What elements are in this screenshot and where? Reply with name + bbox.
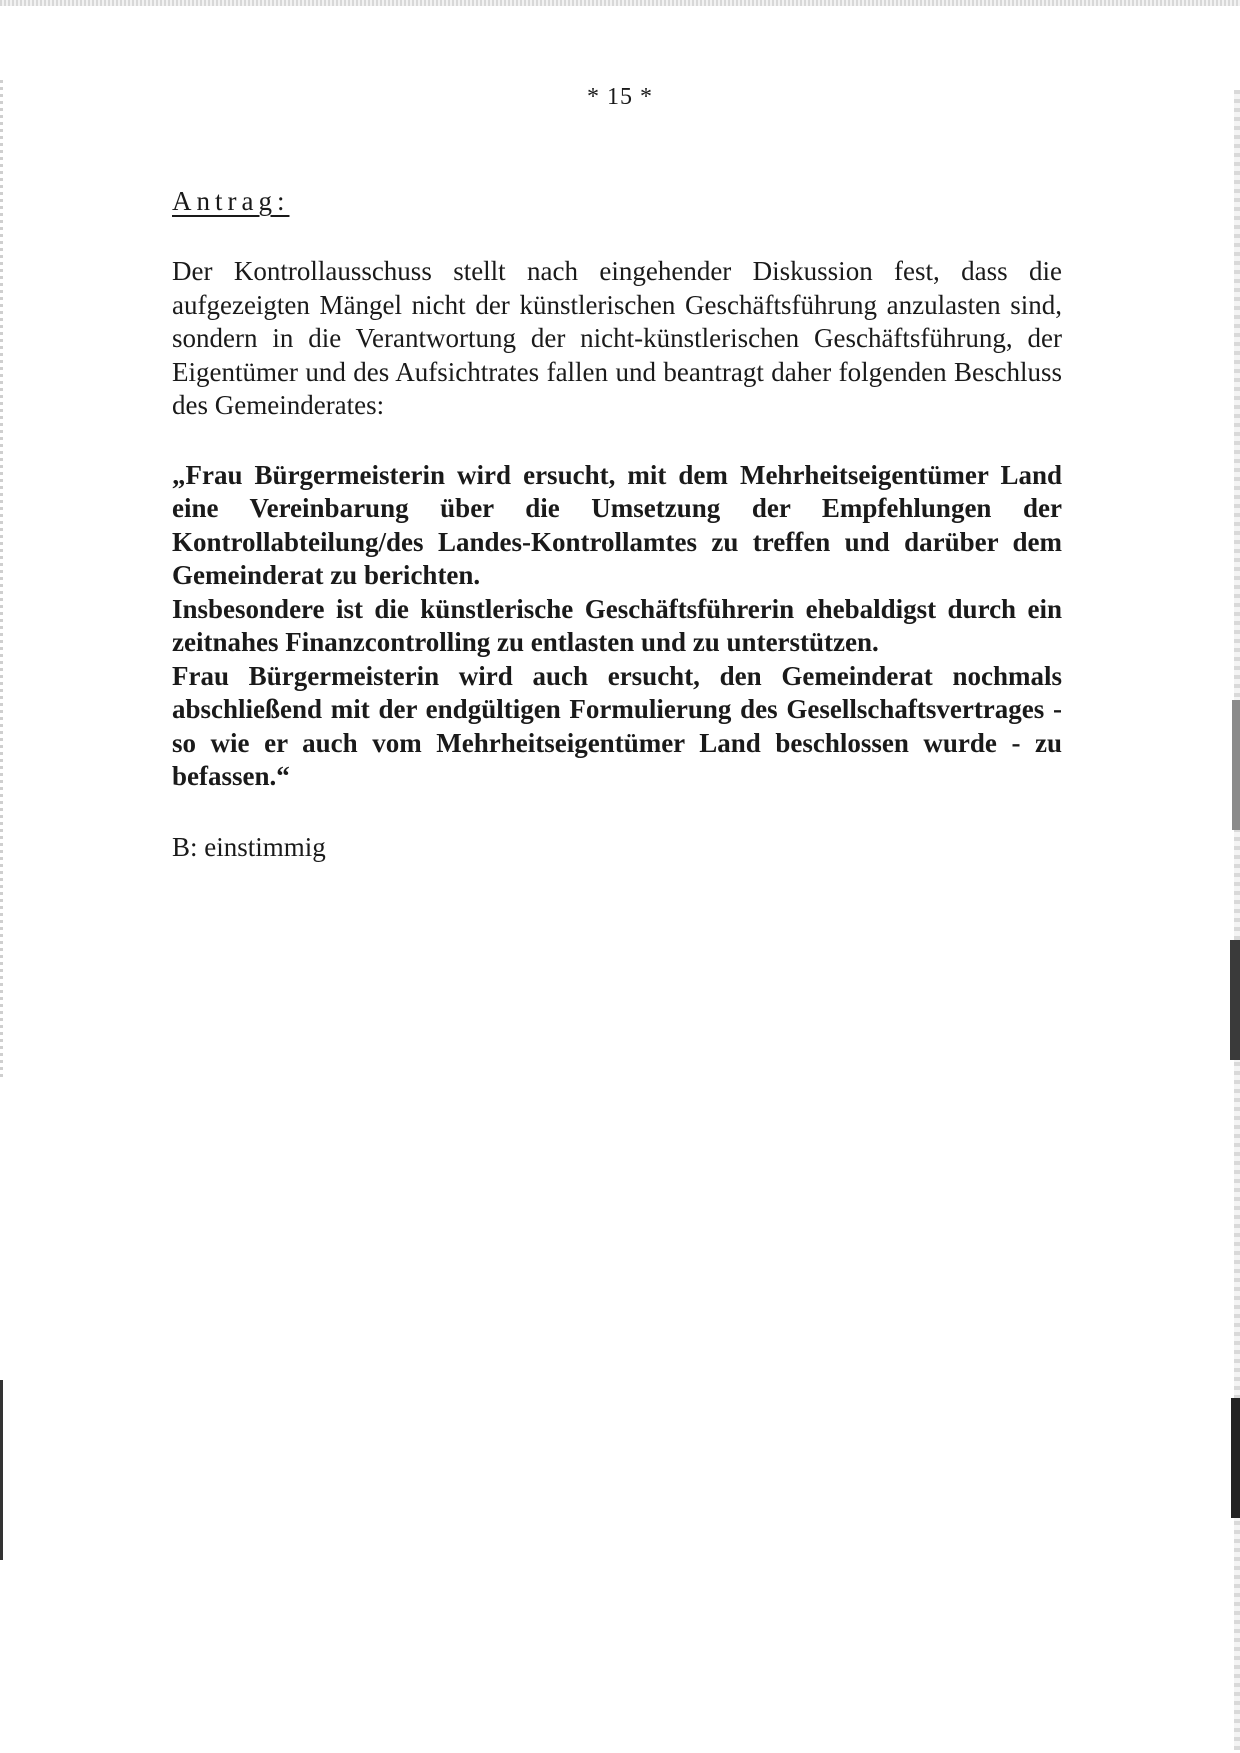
scan-edge-left (0, 80, 3, 1080)
scan-artifact (0, 1380, 3, 1560)
vote-result: B: einstimmig (172, 831, 326, 862)
intro-paragraph: Der Kontrollausschuss stellt nach eingehender Diskussion fest, dass die aufgezeigten Mängel nicht der künstlerischen Geschäftsführung anzulasten sind, sondern in die Verantwortung der nicht-künstlerischen Geschäftsführung, der Eigentümer und des Aufsichtrates fallen und beantragt daher folgenden Beschluss des Gemeinderates: (172, 256, 1062, 420)
resolution-paragraph: Frau Bürgermeisterin wird auch ersucht, den Gemeinderat nochmals abschließend mit der endgültigen Formulierung des Gesellschaftsvertrages - so wie er auch vom Mehrheitseigentümer Land beschlossen wurde - zu befassen.“ (172, 660, 1062, 791)
scan-edge-top (0, 0, 1240, 6)
scan-artifact (1230, 940, 1240, 1060)
resolution-paragraph: „Frau Bürgermeisterin wird ersucht, mit dem Mehrheitseigentümer Land eine Vereinbarung über die Umsetzung der Empfehlungen der Kontrollabteilung/des Landes-Kontrollamtes zu treffen und darüber dem Gemeinderat zu berichten. (172, 459, 1062, 590)
resolution-paragraph: Insbesondere ist die künstlerische Geschäftsführerin ehebaldigst durch ein zeitnahes Finanzcontrolling zu entlasten und zu unterstützen. (172, 593, 1062, 657)
section-heading: Antrag: (172, 186, 290, 216)
document-body (172, 186, 1062, 863)
scan-artifact (1231, 1398, 1240, 1518)
resolution-text (172, 459, 1062, 794)
scan-artifact (1232, 700, 1240, 830)
page-number: * 15 * (587, 84, 653, 110)
